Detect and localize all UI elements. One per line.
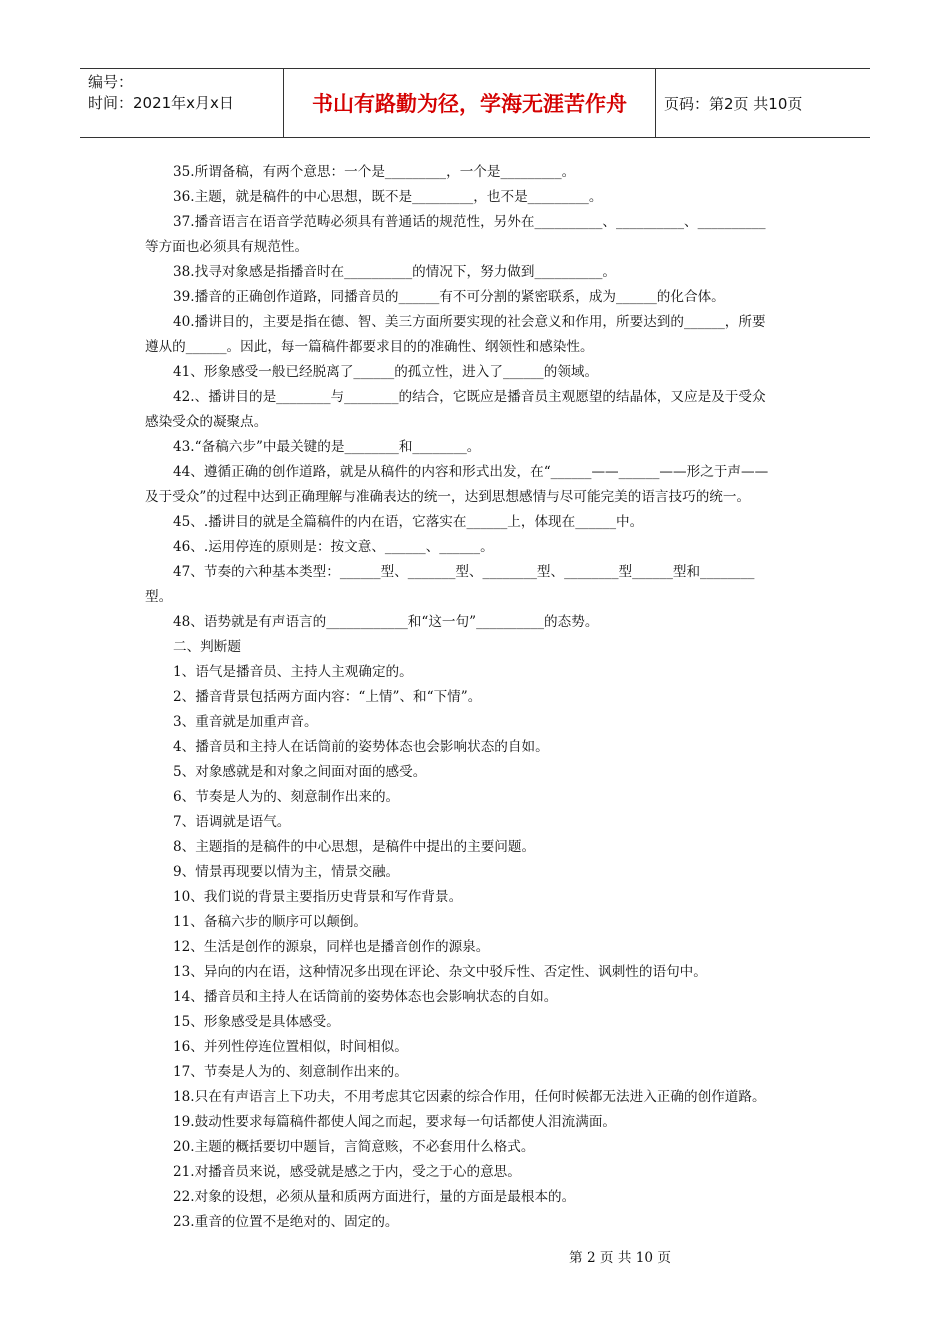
page-header — [80, 68, 870, 138]
text-line: 20.主题的概括要切中题旨，言简意赅，不必套用什么格式。 — [173, 1139, 535, 1155]
text-line: 感染受众的凝聚点。 — [145, 414, 268, 430]
text-line: 二、判断题 — [173, 639, 241, 655]
text-line: 15、形象感受是具体感受。 — [173, 1014, 340, 1030]
text-line: 8、主题指的是稿件的中心思想，是稿件中提出的主要问题。 — [173, 839, 536, 855]
text-line: 40.播讲目的，主要是指在德、智、美三方面所要实现的社会意义和作用，所要达到的______，所要 — [173, 314, 766, 330]
text-line: 遵从的______。因此，每一篇稿件都要求目的的准确性、纲领性和感染性。 — [145, 339, 594, 355]
text-line: 7、语调就是语气。 — [173, 814, 291, 830]
text-line: 2、播音背景包括两方面内容：“上情”、和“下情”。 — [173, 689, 482, 705]
text-line: 36.主题，就是稿件的中心思想，既不是_________，也不是_________。 — [173, 189, 603, 205]
text-line: 18.只在有声语言上下功夫，不用考虑其它因素的综合作用，任何时候都无法进入正确的创作道路。 — [173, 1089, 766, 1105]
text-line: 及于受众”的过程中达到正确理解与准确表达的统一，达到思想感情与尽可能完美的语言技巧的统一。 — [145, 489, 751, 505]
text-line: 6、节奏是人为的、刻意制作出来的。 — [173, 789, 400, 805]
text-line: 17、节奏是人为的、刻意制作出来的。 — [173, 1064, 408, 1080]
text-line: 41、形象感受一般已经脱离了______的孤立性，进入了______的领域。 — [173, 364, 599, 380]
doc-time-label: 时间：2021年x月x日 — [88, 94, 234, 112]
header-meta — [80, 69, 284, 137]
text-line: 9、情景再现要以情为主，情景交融。 — [173, 864, 400, 880]
text-line: 23.重音的位置不是绝对的、固定的。 — [173, 1214, 399, 1230]
text-line: 14、播音员和主持人在话筒前的姿势体态也会影响状态的自如。 — [173, 989, 558, 1005]
text-line: 37.播音语言在语音学范畴必须具有普通话的规范性，另外在__________、__________、__________ — [173, 214, 766, 230]
text-line: 47、节奏的六种基本类型：______型、_______型、________型、________型______型和________ — [173, 564, 755, 580]
header-motto: 书山有路勤为径，学海无涯苦作舟 — [284, 69, 656, 137]
text-line: 3、重音就是加重声音。 — [173, 714, 318, 730]
text-line: 46、.运用停连的原则是：按文意、______、______。 — [173, 539, 494, 555]
text-line: 38.找寻对象感是指播音时在__________的情况下，努力做到__________。 — [173, 264, 617, 280]
text-line: 43.“备稿六步”中最关键的是________和________。 — [173, 439, 481, 455]
document-body — [145, 160, 807, 1235]
text-line: 39.播音的正确创作道路，同播音员的______有不可分割的紧密联系，成为______的化合体。 — [173, 289, 725, 305]
text-line: 22.对象的设想，必须从量和质两方面进行，量的方面是最根本的。 — [173, 1189, 576, 1205]
text-line: 10、我们说的背景主要指历史背景和写作背景。 — [173, 889, 463, 905]
text-line: 12、生活是创作的源泉，同样也是播音创作的源泉。 — [173, 939, 490, 955]
doc-number-label: 编号： — [88, 73, 134, 91]
text-line: 1、语气是播音员、主持人主观确定的。 — [173, 664, 413, 680]
text-line: 19.鼓动性要求每篇稿件都使人闻之而起，要求每一句话都使人泪流满面。 — [173, 1114, 617, 1130]
text-line: 44、遵循正确的创作道路，就是从稿件的内容和形式出发，在“______——______——形之于声—— — [173, 464, 769, 480]
text-line: 13、异向的内在语，这种情况多出现在评论、杂文中驳斥性、否定性、讽刺性的语句中。 — [173, 964, 707, 980]
text-line: 21.对播音员来说，感受就是感之于内，受之于心的意思。 — [173, 1164, 521, 1180]
text-line: 5、对象感就是和对象之间面对面的感受。 — [173, 764, 427, 780]
text-line: 45、.播讲目的就是全篇稿件的内在语，它落实在______上，体现在______中。 — [173, 514, 644, 530]
text-line: 等方面也必须具有规范性。 — [145, 239, 309, 255]
text-line: 型。 — [145, 589, 173, 605]
text-line: 11、备稿六步的顺序可以颠倒。 — [173, 914, 368, 930]
page-footer: 第 2 页 共 10 页 — [569, 1250, 671, 1266]
text-line: 16、并列性停连位置相似，时间相似。 — [173, 1039, 408, 1055]
text-line: 42.、播讲目的是________与________的结合，它既应是播音员主观愿望的结晶体，又应是及于受众 — [173, 389, 766, 405]
text-line: 48、语势就是有声语言的____________和“这一句”__________的态势。 — [173, 614, 599, 630]
text-line: 35.所谓备稿，有两个意思：一个是_________，一个是_________。 — [173, 164, 576, 180]
text-line: 4、播音员和主持人在话筒前的姿势体态也会影响状态的自如。 — [173, 739, 549, 755]
header-page-info: 页码：第2页 共10页 — [664, 94, 803, 113]
